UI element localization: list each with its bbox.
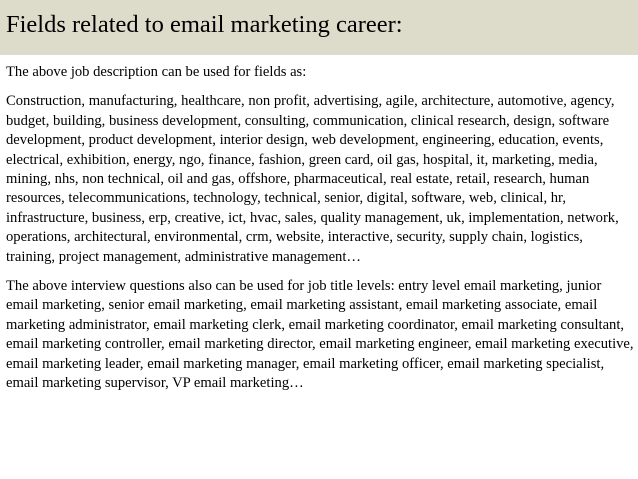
slide-title: Fields related to email marketing career: [6, 11, 403, 38]
fields-paragraph: Construction, manufacturing, healthcare, non profit, advertising, agile, architecture, automotive, agency, budget, building, business development, consulting, communication, clinical research, design, software development, product development, interior design, web development, engineering, education, events, electrical, exhibition, energy, ngo, finance, fashion, green card, oil gas, hospital, it, marketing, media, mining, nhs, non technical, oil and gas, offshore, pharmaceutical, real estate, retail, research, human resources, telecommunications, technology, technical, senior, digital, software, web, clinical, hr, infrastructure, business, erp, creative, ict, hvac, sales, quality management, uk, implementation, network, operations, architectural, environmental, crm, website, interactive, security, supply chain, logistics, training, project management, administrative management… [6, 93, 619, 265]
job-levels-paragraph: The above interview questions also can be used for job title levels: entry level email marketing, junior email marketing, senior email marketing, email marketing assistant, email marketing associate, email marketing administrator, email marketing clerk, email marketing coordinator, email marketing consultant, email marketing controller, email marketing director, email marketing engineer, email marketing executive, email marketing leader, email marketing manager, email marketing officer, email marketing specialist, email marketing supervisor, VP email marketing… [6, 278, 634, 392]
slide-body [6, 63, 634, 404]
intro-paragraph: The above job description can be used for fields as: [6, 64, 307, 80]
title-bar [0, 0, 638, 55]
